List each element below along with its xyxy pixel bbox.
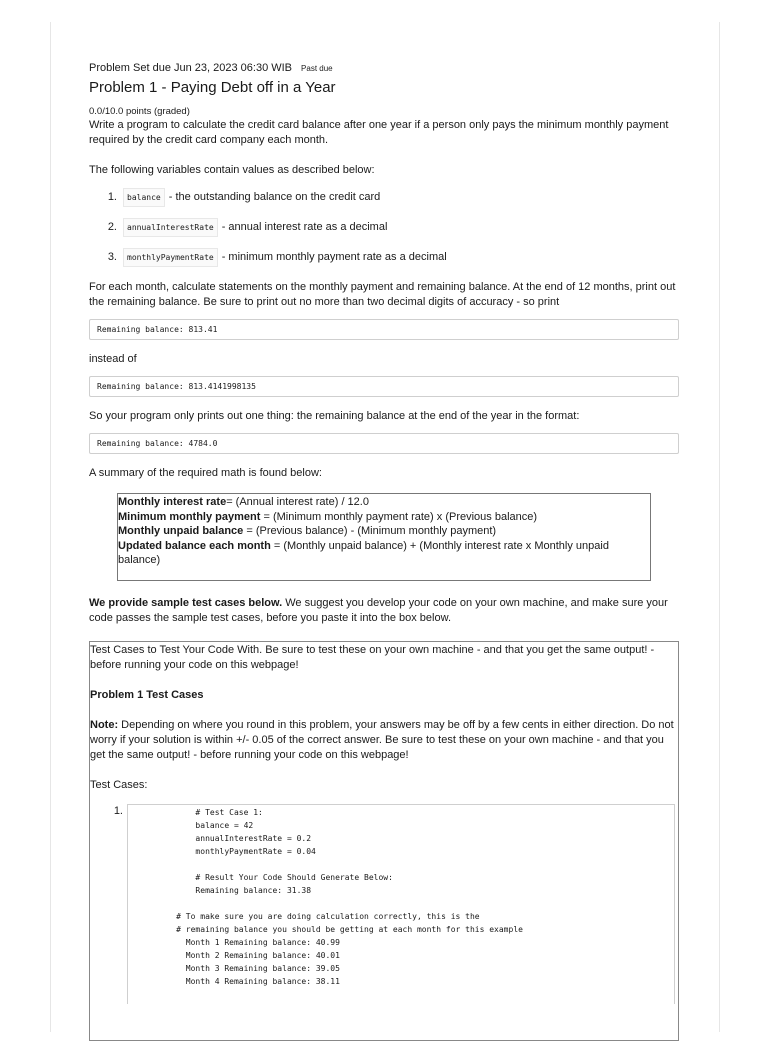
test-cases-label: Test Cases: [90,779,148,791]
code-example-correct: Remaining balance: 813.41 [89,319,679,340]
list-number: 1. [113,805,123,817]
past-due-badge: Past due [301,63,333,73]
variables-list [89,190,679,265]
points-score: 0.0/10.0 points (graded) [89,106,190,117]
instead-of-text: instead of [89,353,137,365]
due-line [89,60,679,76]
variable-desc: - the outstanding balance on the credit card [168,191,381,203]
test-heading-text: Problem 1 Test Cases [90,689,204,701]
math-formula: = (Monthly unpaid balance) + (Monthly interest rate x Monthly unpaid balance) [118,539,609,566]
test-case-code: # Test Case 1: balance = 42 annualInterestRate = 0.2 monthlyPaymentRate = 0.04 # Result Your Code Should Generate Below: Remaining balance: 31.38 # To make sure you are doing calculation correctly, this is the # remaining balance you should be getting at each month for this example Month 1 Remaining balance: 40.99 Month 2 Remaining balance: 40.01 Month 3 Remaining balance: 39.05 Month 4 Remaining balance: 38.11 [127,804,675,1004]
variable-desc: - minimum monthly payment rate as a decimal [221,251,447,263]
note-label: Note: [90,719,119,731]
math-formula: = (Previous balance) - (Minimum monthly payment) [243,525,497,537]
math-line [118,539,650,568]
variables-intro: The following variables contain values as described below: [89,164,375,176]
math-term: Monthly interest rate [118,496,227,508]
test-cases-box [89,641,679,1041]
variable-item [89,190,679,205]
code-example-format: Remaining balance: 4784.0 [89,433,679,454]
problem-title: Problem 1 - Paying Debt off in a Year [89,79,336,96]
math-term: Updated balance each month [118,539,271,552]
math-term: Monthly unpaid balance [118,525,244,537]
variable-item [89,250,679,265]
variable-code: monthlyPaymentRate [123,248,218,267]
note-text: Depending on where you round in this problem, your answers may be off by a few cents in either direction. Do not worry if your solution is within +/- 0.05 of the correct answer. Be sure to test these on your own machine - and that you get the same output! - before running your code on this webpage! [90,719,674,761]
math-intro: A summary of the required math is found below: [89,467,322,479]
variable-desc: - annual interest rate as a decimal [221,221,388,233]
variable-code: balance [123,188,165,207]
test-intro: Test Cases to Test Your Code With. Be sure to test these on your own machine - and that you get the same output! - before running your code on this webpage! [90,644,655,671]
math-line [118,510,650,525]
test-note [90,718,678,763]
math-line [118,524,650,539]
problem-content [89,60,679,1041]
variable-item [89,220,679,235]
format-paragraph: So your program only prints out one thing: the remaining balance at the end of the year in the format: [89,410,580,422]
sample-rest: We suggest you develop your code on your own machine, and make sure your code passes the sample test cases, before you paste it into the box below. [89,597,668,624]
sample-paragraph [89,596,679,626]
math-formula: = (Minimum monthly payment rate) x (Previous balance) [260,510,538,523]
intro-paragraph: Write a program to calculate the credit card balance after one year if a person only pays the minimum monthly payment required by the credit card company each month. [89,119,669,146]
list-number: 1. [107,191,117,203]
math-term: Minimum monthly payment [118,510,261,523]
math-summary-box [117,493,651,581]
sample-bold: We provide sample test cases below. [89,597,283,609]
math-formula: = (Annual interest rate) / 12.0 [226,496,369,508]
due-date: Problem Set due Jun 23, 2023 06:30 WIB [89,61,293,74]
list-number: 2. [107,221,117,233]
variable-code: annualInterestRate [123,218,218,237]
test-case-item [90,804,678,1004]
instructions-paragraph: For each month, calculate statements on the monthly payment and remaining balance. At the end of 12 months, print out the remaining balance. Be sure to print out no more than two decimal digits of accuracy - so print [89,281,676,308]
list-number: 3. [107,251,117,263]
math-line [118,495,650,510]
test-heading [90,688,678,703]
code-example-wrong: Remaining balance: 813.4141998135 [89,376,679,397]
